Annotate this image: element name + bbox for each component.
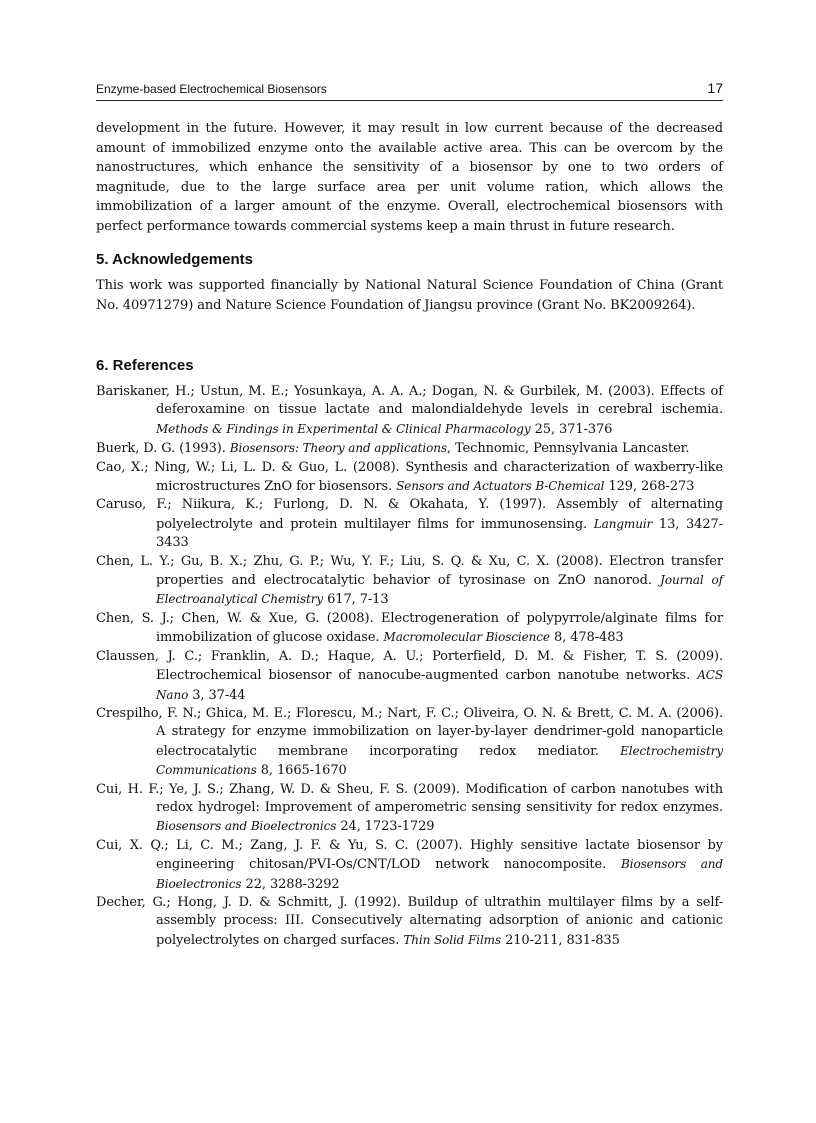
reference-item	[96, 781, 723, 837]
reference-authors: Caruso, F.; Niikura, K.; Furlong, D. N. & Okahata, Y. (1997). Assembly of alternating polyelectrolyte and protein multilayer films for immunosensing.	[96, 497, 723, 532]
reference-details: , Technomic, Pennsylvania Lancaster.	[446, 441, 690, 457]
reference-item	[96, 553, 723, 610]
reference-item	[96, 496, 723, 552]
reference-authors: Cao, X.; Ning, W.; Li, L. D. & Guo, L. (2008). Synthesis and characterization of waxberry-like microstructures ZnO for biosensors.	[96, 459, 723, 495]
reference-details: 3, 37-44	[192, 687, 246, 703]
running-title: Enzyme-based Electrochemical Biosensors	[96, 82, 327, 96]
reference-journal: Methods & Findings in Experimental & Clinical Pharmacology	[156, 421, 531, 436]
reference-details: 8, 478-483	[553, 630, 624, 646]
reference-details: 24, 1723-1729	[340, 819, 435, 835]
reference-item	[96, 705, 723, 781]
references-heading: 6. References	[96, 357, 194, 374]
reference-item	[96, 894, 723, 950]
reference-authors: Decher, G.; Hong, J. D. & Schmitt, J. (1992). Buildup of ultrathin multilayer films by a self-assembly process: III. Consecutively alternating adsorption of anionic and cationic polyelectrolytes on charged surfaces.	[96, 894, 723, 948]
reference-journal: Macromolecular Bioscience	[383, 630, 550, 645]
reference-authors: Chen, L. Y.; Gu, B. X.; Zhu, G. P.; Wu, Y. F.; Liu, S. Q. & Xu, C. X. (2008). Electron transfer properties and electrocatalytic behavior of tyrosinase on ZnO nanorod.	[96, 553, 723, 589]
reference-authors: Cui, X. Q.; Li, C. M.; Zang, J. F. & Yu, S. C. (2007). Highly sensitive lactate biosensor by engineering chitosan/PVI-Os/CNT/LOD network nanocomposite.	[96, 837, 723, 873]
reference-item	[96, 648, 723, 705]
reference-authors: Claussen, J. C.; Franklin, A. D.; Haque, A. U.; Porterfield, D. M. & Fisher, T. S. (2009). Electrochemical biosensor of nanocube-augmented carbon nanotube networks.	[96, 648, 723, 684]
reference-authors: Cui, H. F.; Ye, J. S.; Zhang, W. D. & Sheu, F. S. (2009). Modification of carbon nanotubes with redox hydrogel: Improvement of amperometric sensing sensitivity for redox enzymes.	[96, 781, 723, 815]
reference-journal: Electrochemistry Communications	[156, 743, 723, 778]
reference-journal: Biosensors and Bioelectronics	[156, 819, 337, 834]
reference-item	[96, 610, 723, 648]
reference-journal: Sensors and Actuators B-Chemical	[396, 479, 605, 494]
reference-list	[96, 383, 723, 950]
reference-details: 13, 3427-3433	[156, 516, 723, 551]
reference-details: 22, 3288-3292	[245, 876, 340, 892]
reference-journal: ACS Nano	[156, 668, 723, 702]
acknowledgements-heading: 5. Acknowledgements	[96, 251, 253, 268]
reference-journal: Langmuir	[593, 516, 653, 531]
page-number: 17	[707, 80, 723, 96]
reference-authors: Chen, S. J.; Chen, W. & Xue, G. (2008). Electrogeneration of polypyrrole/alginate films for immobilization of glucose oxidase.	[96, 610, 723, 646]
reference-journal: Journal of Electroanalytical Chemistry	[156, 573, 723, 607]
acknowledgements-text: This work was supported financially by National Natural Science Foundation of China (Grant No. 40971279) and Nature Science Foundation of Jiangsu province (Grant No. BK2009264).	[96, 278, 723, 313]
reference-details: 617, 7-13	[327, 592, 389, 608]
reference-details: 129, 268-273	[608, 479, 695, 495]
reference-item	[96, 837, 723, 894]
reference-details: 210-211, 831-835	[505, 932, 620, 948]
reference-journal: Thin Solid Films	[403, 932, 502, 947]
reference-journal: Biosensors and Bioelectronics	[156, 857, 723, 891]
reference-item	[96, 459, 723, 497]
reference-authors: Crespilho, F. N.; Ghica, M. E.; Florescu, M.; Nart, F. C.; Oliveira, O. N. & Brett, C. M. A. (2006). A strategy for enzyme immobilization on layer-by-layer dendrimer-gold nanoparticle electrocatalytic membrane incorporating redox mediator.	[96, 705, 723, 759]
intro-paragraph: development in the future. However, it may result in low current because of the decreased amount of immobilized enzyme onto the available active area. This can be overcom by the nanostructures, which enhance the sensitivity of a biosensor by one to two orders of magnitude, due to the large surface area per unit volume ration, which allows the immobilization of a larger amount of the enzyme. Overall, electrochemical biosensors with perfect performance towards commercial systems keep a main thrust in future research.	[96, 121, 723, 234]
reference-item	[96, 439, 723, 458]
reference-authors: Buerk, D. G. (1993).	[96, 441, 226, 457]
reference-authors: Bariskaner, H.; Ustun, M. E.; Yosunkaya, A. A. A.; Dogan, N. & Gurbilek, M. (2003). Effects of deferoxamine on tissue lactate and malondialdehyde levels in cerebral ischemia.	[96, 384, 723, 418]
reference-details: 8, 1665-1670	[260, 763, 347, 779]
reference-journal: Biosensors: Theory and applications	[229, 441, 447, 456]
reference-details: 25, 371-376	[534, 421, 613, 437]
running-header	[96, 81, 723, 101]
reference-item	[96, 383, 723, 439]
